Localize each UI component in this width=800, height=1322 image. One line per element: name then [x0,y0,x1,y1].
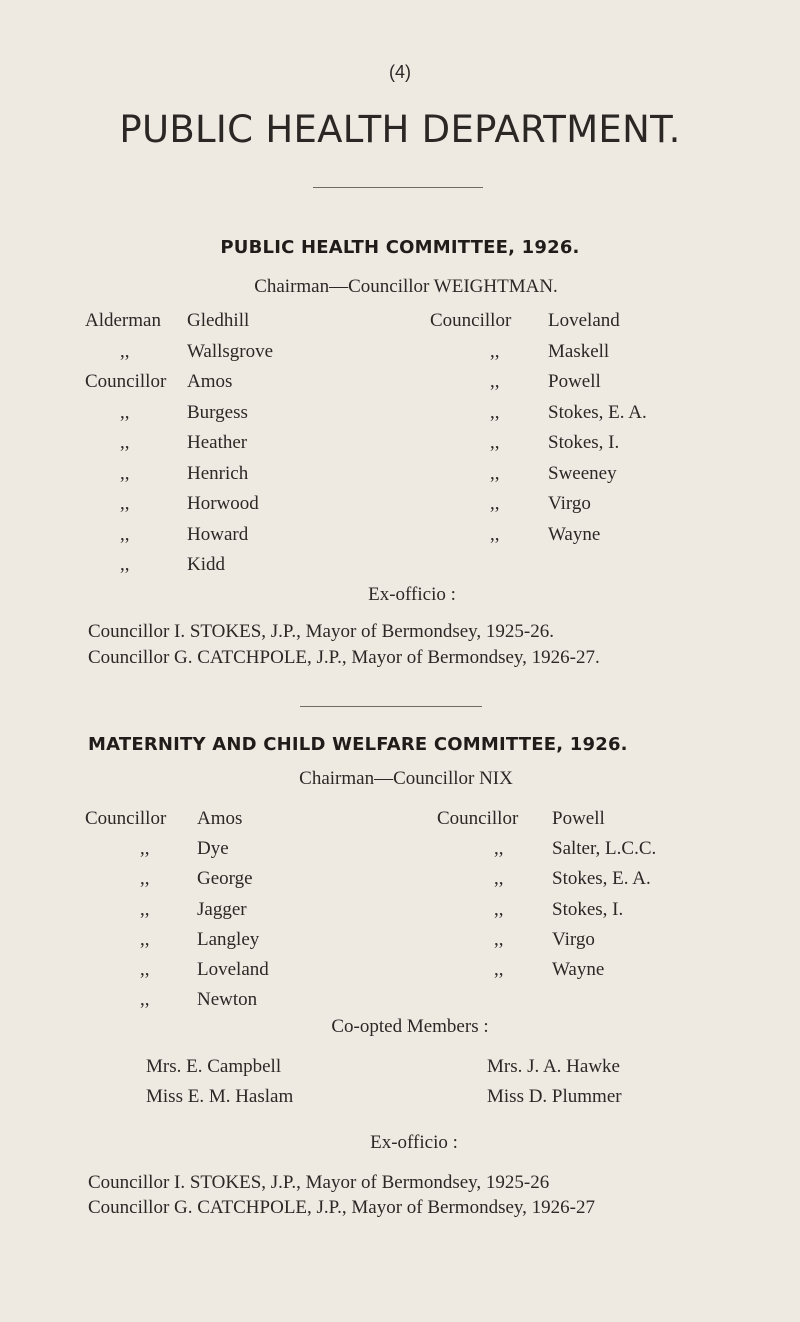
member-row [0,959,800,985]
member-name: George [197,868,253,890]
member-title: Alderman [85,310,161,331]
page-number: (4) [389,62,411,82]
member-title: ,, [120,554,130,575]
member-title: ,, [494,868,504,890]
member-row [0,524,800,550]
member-title: Councillor [85,808,167,829]
member-row [0,989,800,1015]
member-name: Langley [197,928,260,950]
member-title: ,, [120,523,130,545]
member-row [0,929,800,955]
member-title: ,, [140,959,150,980]
member-name: Stokes, I. [548,432,620,453]
coopted-row [0,1056,800,1082]
member-name: Amos [187,371,233,392]
member-row [0,838,800,864]
member-name: Powell [548,371,601,392]
member-row [0,554,800,580]
member-name: Newton [197,989,258,1011]
member-title: ,, [490,493,500,514]
coopted-member: Miss D. Plummer [487,1086,622,1107]
member-row [0,341,800,367]
public-health-ex-officio-2: Councillor G. CATCHPOLE, J.P., Mayor of Bermondsey, 1926-27. [88,647,600,668]
member-name: Virgo [552,928,595,950]
member-name: Stokes, E. A. [548,401,647,423]
maternity-ex-officio-1: Councillor I. STOKES, J.P., Mayor of Bermondsey, 1925-26 [88,1172,550,1193]
member-title: ,, [490,371,500,392]
member-name: Loveland [197,959,269,980]
member-title: ,, [494,928,504,950]
maternity-ex-officio-2: Councillor G. CATCHPOLE, J.P., Mayor of Bermondsey, 1926-27 [88,1197,595,1218]
member-row [0,463,800,489]
member-name: Horwood [187,493,259,514]
member-name: Sweeney [548,462,617,484]
member-name: Stokes, I. [552,898,624,920]
member-name: Wayne [548,523,601,545]
member-name: Powell [552,808,605,829]
department-title: PUBLIC HEALTH DEPARTMENT. [119,108,681,151]
coopted-row [0,1086,800,1112]
member-row [0,310,800,336]
member-title: ,, [140,928,150,950]
member-title: ,, [490,523,500,545]
maternity-coopted-label: Co-opted Members : [331,1016,489,1037]
member-name: Wallsgrove [187,340,274,362]
public-health-chairman: Chairman—Councillor WEIGHTMAN. [254,276,558,297]
member-title: ,, [494,959,504,980]
member-row [0,493,800,519]
maternity-ex-officio-label: Ex-officio : [370,1132,458,1153]
maternity-chairman: Chairman—Councillor NIX [299,768,513,789]
member-title: Councillor [85,371,167,392]
public-health-heading: PUBLIC HEALTH COMMITTEE, 1926. [220,237,580,258]
member-title: ,, [120,401,130,423]
public-health-ex-officio-1: Councillor I. STOKES, J.P., Mayor of Bermondsey, 1925-26. [88,621,555,642]
member-name: Jagger [197,898,247,920]
member-title: ,, [494,898,504,920]
public-health-ex-officio-label: Ex-officio : [368,584,456,605]
member-row [0,371,800,397]
member-title: ,, [490,401,500,423]
member-name: Virgo [548,493,591,514]
member-title: ,, [120,340,130,362]
member-name: Henrich [187,462,249,484]
member-title: ,, [140,838,150,860]
member-title: ,, [494,838,504,860]
member-title: ,, [140,898,150,920]
member-title: ,, [490,340,500,362]
member-name: Howard [187,523,249,545]
member-name: Salter, L.C.C. [552,838,657,860]
member-title: ,, [490,462,500,484]
member-title: ,, [140,989,150,1011]
coopted-member: Mrs. E. Campbell [146,1056,282,1077]
member-name: Burgess [187,401,248,423]
member-title: ,, [120,432,130,453]
member-name: Kidd [187,554,225,575]
member-row [0,808,800,834]
member-title: ,, [490,432,500,453]
member-name: Heather [187,432,248,453]
member-title: ,, [140,868,150,890]
member-row [0,899,800,925]
divider [300,706,482,707]
divider [313,187,483,188]
member-name: Wayne [552,959,605,980]
coopted-member: Mrs. J. A. Hawke [487,1056,620,1077]
maternity-heading: MATERNITY AND CHILD WELFARE COMMITTEE, 1926. [88,734,628,755]
member-row [0,868,800,894]
member-title: Councillor [437,808,519,829]
member-title: ,, [120,493,130,514]
member-title: ,, [120,462,130,484]
member-name: Maskell [548,340,610,362]
member-name: Loveland [548,310,620,331]
member-name: Stokes, E. A. [552,868,651,890]
member-row [0,402,800,428]
member-name: Amos [197,808,243,829]
member-title: Councillor [430,310,512,331]
member-name: Dye [197,838,229,860]
member-name: Gledhill [187,310,250,331]
coopted-member: Miss E. M. Haslam [146,1086,294,1107]
member-row [0,432,800,458]
